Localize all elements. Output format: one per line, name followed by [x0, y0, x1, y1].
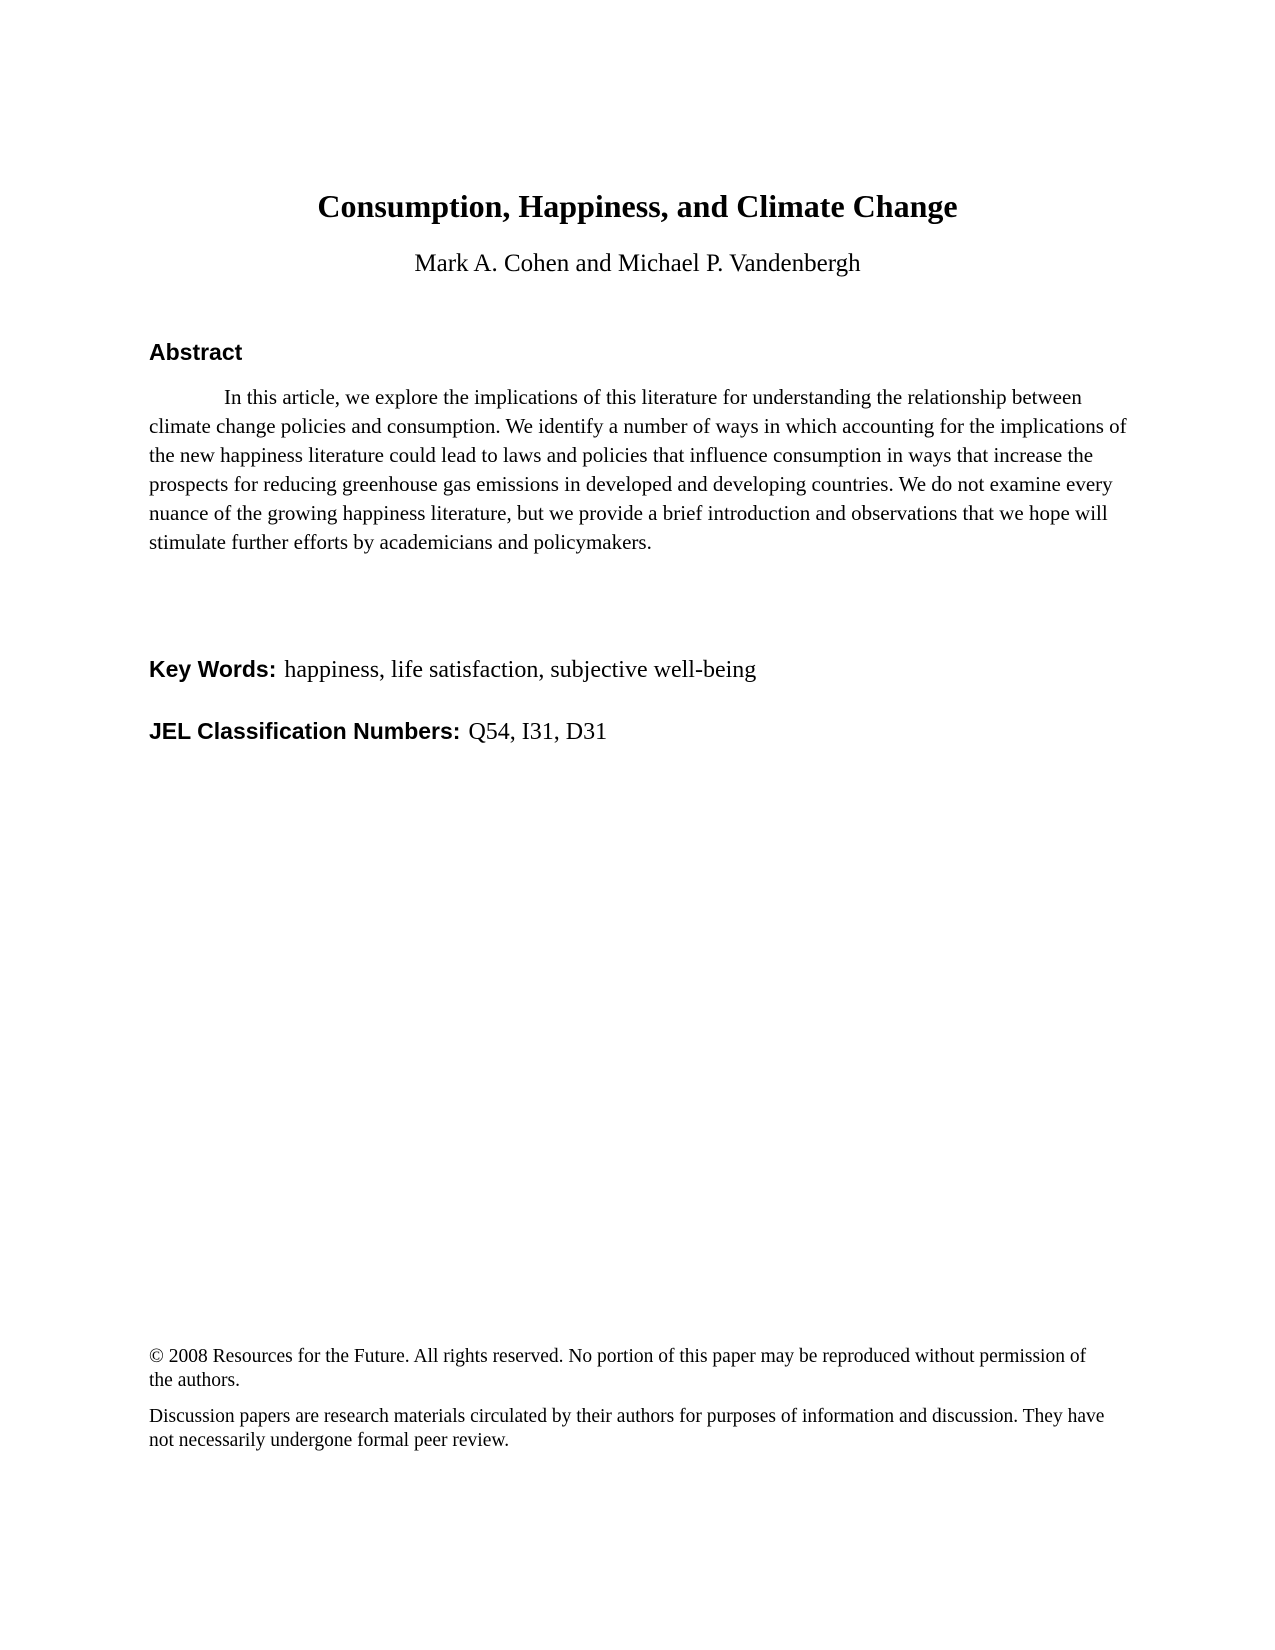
keywords-label: Key Words:	[149, 656, 277, 682]
paper-title: Consumption, Happiness, and Climate Change	[317, 188, 958, 224]
jel-label: JEL Classification Numbers:	[149, 718, 461, 744]
keywords-line	[149, 656, 756, 684]
jel-value: Q54, I31, D31	[468, 719, 608, 745]
copyright-notice: © 2008 Resources for the Future. All rights reserved. No portion of this paper may be reproduced without permission of the authors.	[149, 1346, 1087, 1391]
discussion-paper-disclaimer: Discussion papers are research materials circulated by their authors for purposes of information and discussion. They have not necessarily undergone formal peer review.	[149, 1406, 1105, 1451]
abstract-text: In this article, we explore the implications of this literature for understanding the relationship between climate change policies and consumption. We identify a number of ways in which accounting for the implications of the new happiness literature could lead to laws and policies that influence consumption in ways that increase the prospects for reducing greenhouse gas emissions in developed and developing countries. We do not examine every nuance of the growing happiness literature, but we provide a brief introduction and observations that we hope will stimulate further efforts by academicians and policymakers.	[149, 385, 1127, 554]
jel-line	[149, 718, 607, 746]
paper-authors: Mark A. Cohen and Michael P. Vandenbergh	[414, 250, 861, 277]
abstract-heading: Abstract	[149, 339, 243, 365]
keywords-value: happiness, life satisfaction, subjective well-being	[284, 657, 757, 683]
